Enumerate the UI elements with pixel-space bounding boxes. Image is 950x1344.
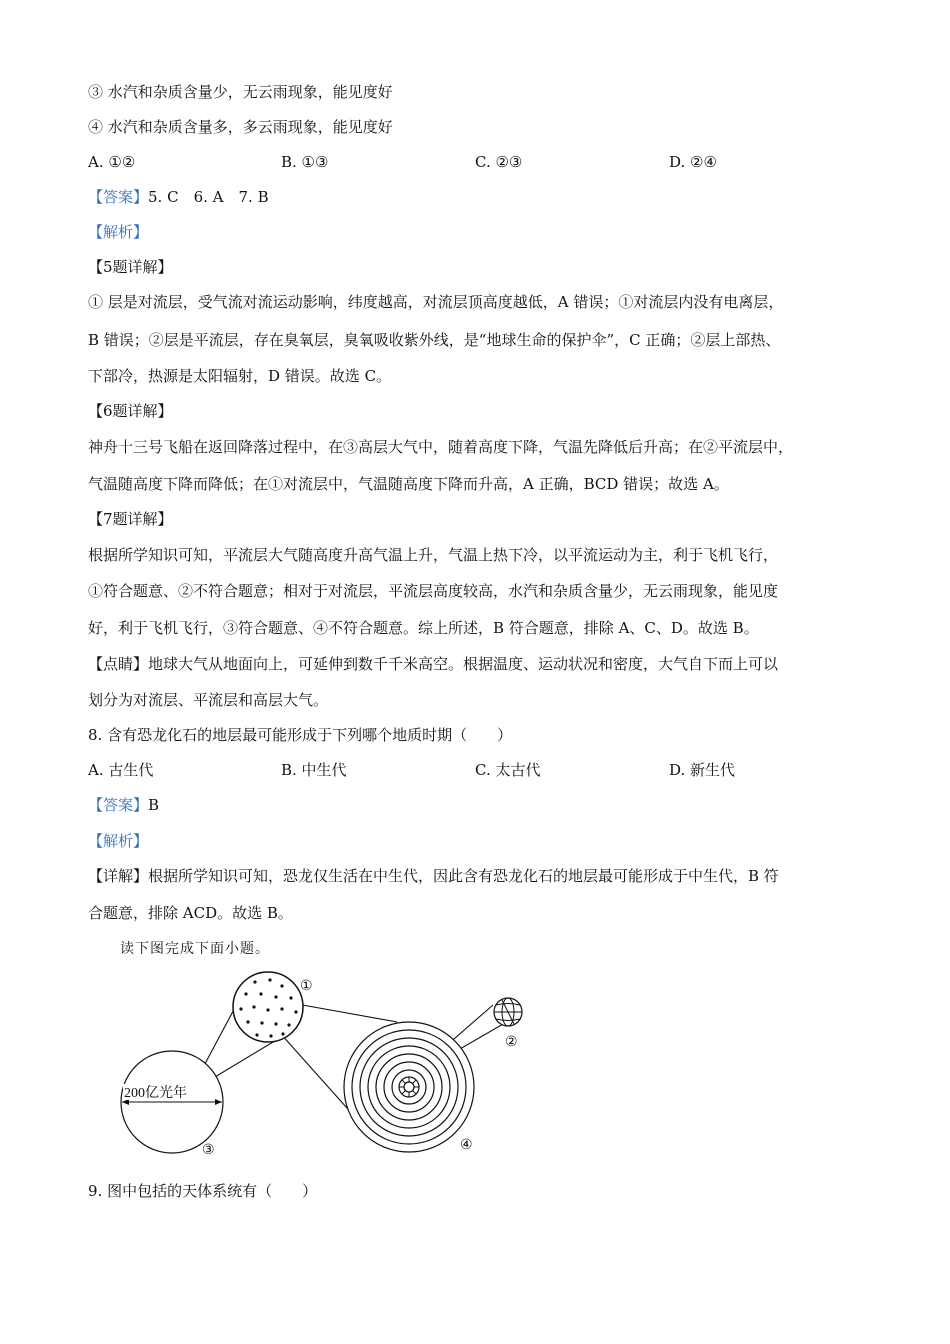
answer-line — [88, 187, 878, 207]
tip-tag: 【点睛】 — [88, 655, 149, 673]
connector-line — [280, 1033, 355, 1117]
q8-answer-text: B — [148, 796, 160, 814]
celestial-system-figure — [110, 962, 540, 1162]
q8-detail-tag: 【详解】 — [88, 867, 149, 885]
galaxy-circle — [233, 972, 303, 1042]
q8-option-d: D. 新生代 — [669, 761, 736, 779]
question-9: 9. 图中包括的天体系统有（ ） — [88, 1182, 318, 1200]
q5-heading: 【5题详解】 — [88, 258, 173, 276]
label-2: ② — [505, 1035, 518, 1050]
label-4: ④ — [460, 1138, 473, 1153]
q8-option-a: A. 古生代 — [88, 761, 154, 779]
figure-intro: 读下图完成下面小题。 — [120, 941, 270, 957]
label-3: ③ — [202, 1143, 215, 1158]
q5-paragraph-line: 下部冷，热源是太阳辐射，D 错误。故选 C。 — [88, 367, 392, 385]
q7-paragraph-line: ①符合题意、②不符合题意；相对于对流层，平流层高度较高，水汽和杂质含量少，无云雨现象，能见度 — [88, 582, 779, 600]
tip-line-2: 划分为对流层、平流层和高层大气。 — [88, 691, 329, 709]
option-line-4: ④ 水汽和杂质含量多，多云雨现象，能见度好 — [88, 118, 393, 136]
q5-paragraph-line: ① 层是对流层，受气流对流运动影响，纬度越高，对流层顶高度越低，A 错误；①对流层内没有电离层， — [88, 293, 784, 311]
q7-heading: 【7题详解】 — [88, 510, 173, 528]
q5-paragraph-line: B 错误；②层是平流层，存在臭氧层，臭氧吸收紫外线，是“地球生命的保护伞”，C 正确；②层上部热、 — [88, 331, 781, 349]
label-1: ① — [300, 979, 313, 994]
analysis-tag: 【解析】 — [88, 223, 149, 241]
q6-heading: 【6题详解】 — [88, 402, 173, 420]
q7-option-b: B. ①③ — [281, 153, 329, 171]
solar-system-rings — [344, 1022, 474, 1152]
earth-globe — [494, 998, 522, 1026]
q8-option-b: B. 中生代 — [281, 761, 347, 779]
q8-detail-line — [88, 866, 878, 886]
q7-paragraph-line: 根据所学知识可知，平流层大气随高度升高气温上升，气温上热下冷，以平流运动为主，利于飞机飞行， — [88, 546, 779, 564]
question-8: 8. 含有恐龙化石的地层最可能形成于下列哪个地质时期（ ） — [88, 726, 513, 744]
q8-analysis-tag: 【解析】 — [88, 832, 149, 850]
q7-option-c: C. ②③ — [475, 153, 523, 171]
q7-option-d: D. ②④ — [669, 153, 717, 171]
answer-tag: 【答案】 — [88, 188, 149, 206]
q8-answer-line — [88, 795, 878, 815]
q7-paragraph-line: 好，利于飞机飞行，③符合题意、④不符合题意。综上所述，B 符合题意，排除 A、C、D。故选 B。 — [88, 619, 759, 637]
distance-label: 200亿光年 — [124, 1086, 187, 1101]
tip-text: 地球大气从地面向上，可延伸到数千千米高空。根据温度、运动状况和密度，大气自下而上可以 — [148, 655, 779, 673]
q6-paragraph-line: 神舟十三号飞船在返回降落过程中，在③高层大气中，随着高度下降，气温先降低后升高；在②平流层中， — [88, 438, 794, 456]
q8-detail-line-2: 合题意，排除 ACD。故选 B。 — [88, 904, 293, 922]
tip-line — [88, 654, 878, 674]
q6-paragraph-line: 气温随高度下降而降低；在①对流层中，气温随高度下降而升高，A 正确，BCD 错误；故选 A。 — [88, 475, 729, 493]
q8-option-c: C. 太古代 — [475, 761, 541, 779]
q8-detail-text: 根据所学知识可知，恐龙仅生活在中生代，因此含有恐龙化石的地层最可能形成于中生代，B 符 — [148, 867, 779, 885]
q8-answer-tag: 【答案】 — [88, 796, 149, 814]
connector-line — [297, 1004, 397, 1022]
q7-option-a: A. ①② — [88, 153, 136, 171]
answer-text: 5. C 6. A 7. B — [148, 188, 269, 206]
option-line-3: ③ 水汽和杂质含量少，无云雨现象，能见度好 — [88, 83, 393, 101]
